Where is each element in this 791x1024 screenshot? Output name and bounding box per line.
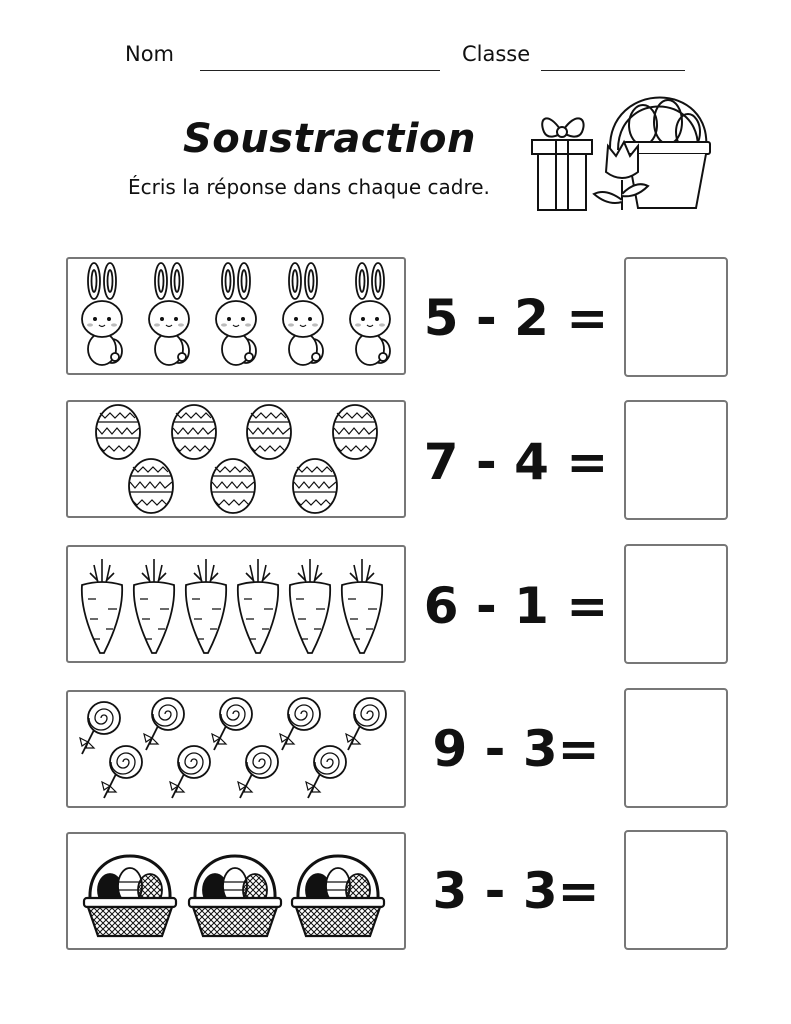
picture-frame-lollipops — [66, 690, 406, 808]
equation-3: 6 - 1 = — [423, 577, 609, 635]
answer-box-5[interactable] — [624, 830, 728, 950]
picture-frame-eggs — [66, 400, 406, 518]
class-line[interactable] — [541, 70, 685, 71]
answer-box-1[interactable] — [624, 257, 728, 377]
equation-2: 7 - 4 = — [423, 433, 609, 491]
answer-box-2[interactable] — [624, 400, 728, 520]
equation-4: 9 - 3= — [432, 720, 600, 778]
answer-box-4[interactable] — [624, 688, 728, 808]
instructions: Écris la réponse dans chaque cadre. — [128, 175, 490, 199]
name-label: Nom — [125, 42, 175, 66]
equation-5: 3 - 3= — [432, 862, 600, 920]
equation-1: 5 - 2 = — [423, 289, 609, 347]
answer-box-3[interactable] — [624, 544, 728, 664]
picture-frame-carrots — [66, 545, 406, 663]
easter-gift-basket-icon — [528, 80, 713, 219]
class-label: Classe — [462, 42, 531, 66]
picture-frame-baskets — [66, 832, 406, 950]
name-line[interactable] — [200, 70, 440, 71]
picture-frame-bunnies — [66, 257, 406, 375]
page-title: Soustraction — [183, 116, 476, 162]
